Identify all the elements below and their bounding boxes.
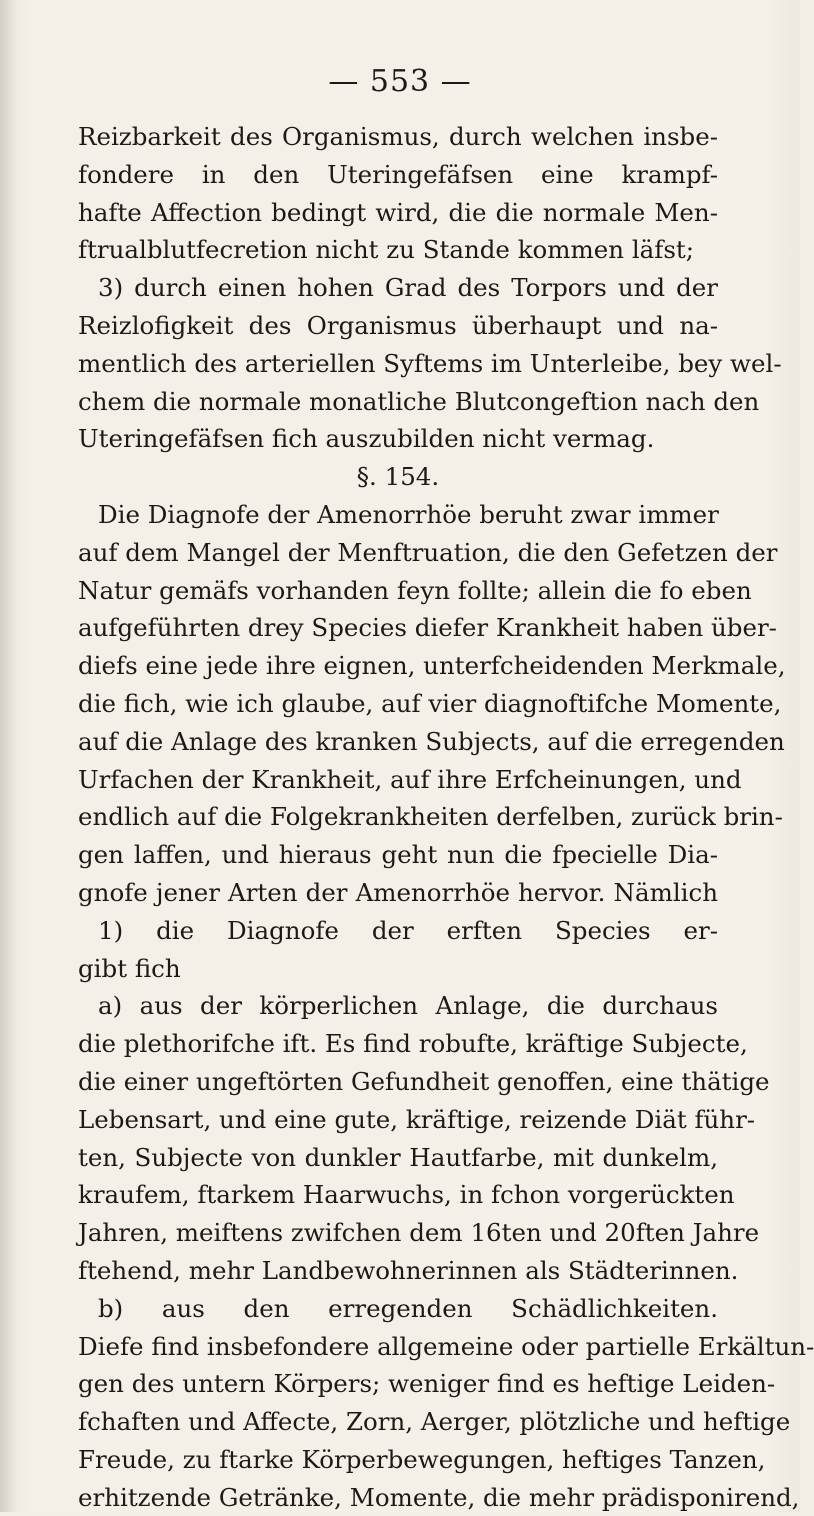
- text-line: auf die Anlage des kranken Subjects, auf die erregenden: [78, 726, 785, 756]
- text-line: b) aus den erregenden Schädlichkeiten.: [98, 1293, 718, 1323]
- text-line: kraufem, ftarkem Haarwuchs, in fchon vorgerückten: [78, 1180, 735, 1210]
- text-line: Urfachen der Krankheit, auf ihre Erfcheinungen, und: [78, 764, 742, 794]
- text-line: Natur gemäfs vorhanden feyn follte; allein die fo eben: [78, 575, 752, 605]
- text-line: chem die normale monatliche Blutcongeftion nach den: [78, 386, 760, 416]
- text-line: gibt fich: [78, 953, 181, 983]
- text-line: endlich auf die Folgekrankheiten derfelben, zurück brin-: [78, 802, 783, 832]
- text-line: die plethorifche ift. Es find robufte, kräftige Subjecte,: [78, 1029, 748, 1059]
- body-text: [78, 118, 814, 1516]
- text-line: die einer ungeftörten Gefundheit genoffen, eine thätige: [78, 1066, 770, 1096]
- text-line: Jahren, meiftens zwifchen dem 16ten und 20ften Jahre: [78, 1218, 760, 1248]
- text-line: mentlich des arteriellen Syftems im Unterleibe, bey wel-: [78, 348, 782, 378]
- text-line: ten, Subjecte von dunkler Hautfarbe, mit dunkelm,: [78, 1142, 718, 1172]
- text-line: Uteringefäfsen fich auszubilden nicht vermag.: [78, 424, 655, 454]
- text-line: erhitzende Getränke, Momente, die mehr prädisponirend,: [78, 1482, 800, 1512]
- text-line: gen des untern Körpers; weniger find es heftige Leiden-: [78, 1369, 776, 1399]
- text-line: die fich, wie ich glaube, auf vier diagnoftifche Momente,: [78, 688, 782, 718]
- text-line: 3) durch einen hohen Grad des Torpors und der: [98, 273, 718, 303]
- text-line: 1) die Diagnofe der erften Species er-: [98, 915, 718, 945]
- text-line: ftrualblutfecretion nicht zu Stande kommen läfst;: [78, 235, 695, 265]
- gutter-shadow: [0, 0, 18, 1512]
- text-line: auf dem Mangel der Menftruation, die den Gefetzen der: [78, 537, 778, 567]
- text-line: ftehend, mehr Landbewohnerinnen als Städterinnen.: [78, 1255, 739, 1285]
- text-line: Lebensart, und eine gute, kräftige, reizende Diät führ-: [78, 1104, 756, 1134]
- text-line: Die Diagnofe der Amenorrhöe beruht zwar immer: [98, 499, 719, 529]
- text-line: a) aus der körperlichen Anlage, die durchaus: [98, 991, 718, 1021]
- text-line: aufgeführten drey Species diefer Krankheit haben über-: [78, 613, 777, 643]
- page-number: — 553 —: [328, 64, 472, 99]
- text-line: fondere in den Uteringefäfsen eine krampf-: [78, 159, 718, 189]
- text-line: §. 154.: [356, 462, 440, 492]
- text-line: Diefe find insbefondere allgemeine oder partielle Erkältun-: [78, 1331, 814, 1361]
- text-line: Reizbarkeit des Organismus, durch welchen insbe-: [78, 122, 718, 151]
- text-line: gnofe jener Arten der Amenorrhöe hervor. Nämlich: [78, 877, 718, 907]
- text-line: Reizlofigkeit des Organismus überhaupt und na-: [78, 310, 718, 340]
- text-line: Freude, zu ftarke Körperbewegungen, heftiges Tanzen,: [78, 1444, 766, 1474]
- text-line: diefs eine jede ihre eignen, unterfcheidenden Merkmale,: [78, 651, 786, 681]
- text-line: fchaften und Affecte, Zorn, Aerger, plötzliche und heftige: [78, 1407, 791, 1437]
- text-line: hafte Affection bedingt wird, die die normale Men-: [78, 197, 718, 227]
- text-line: gen laffen, und hieraus geht nun die fpecielle Dia-: [78, 840, 718, 870]
